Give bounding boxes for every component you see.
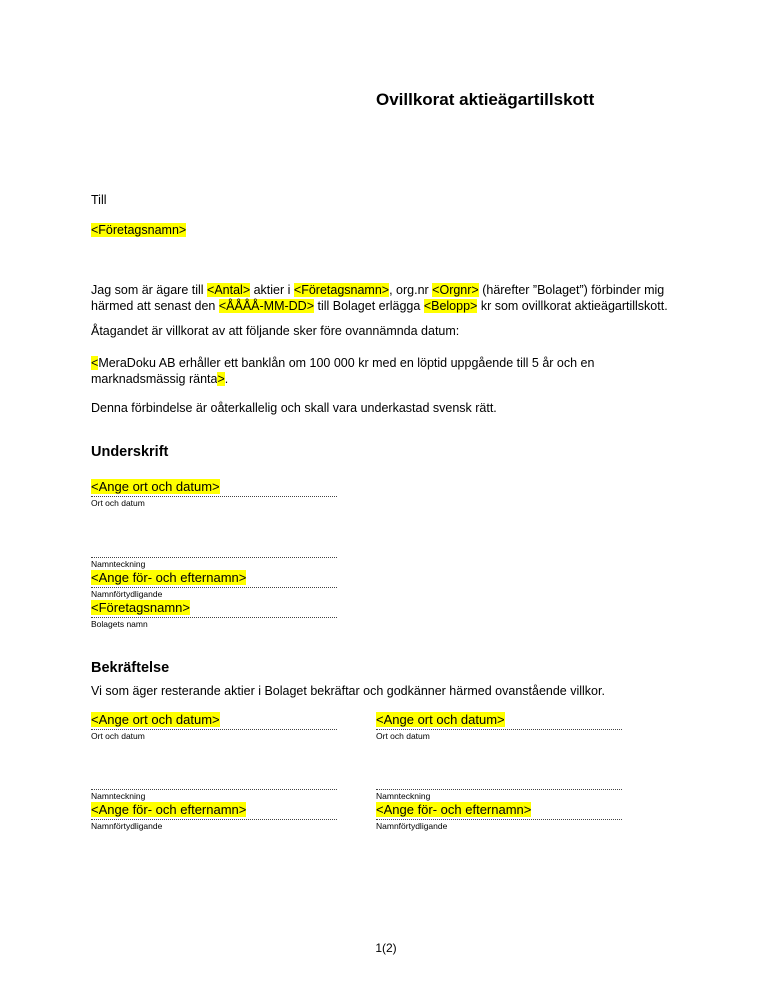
document-title: Ovillkorat aktieägartillskott	[376, 90, 595, 109]
name-caption: Namnförtydligande	[91, 821, 163, 831]
orgnr-placeholder: <Orgnr>	[432, 283, 479, 297]
company-placeholder: <Företagsnamn>	[91, 223, 187, 237]
confirmation-text: Vi som äger resterande aktier i Bolaget bekräftar och godkänner härmed ovanstående villkor.	[91, 684, 605, 698]
bracket-open: <	[91, 356, 99, 370]
signature-line	[91, 496, 337, 497]
signature-name-field[interactable]	[91, 570, 337, 604]
signature-heading: Underskrift	[91, 444, 169, 460]
signature-line	[91, 729, 337, 730]
text: aktier i	[250, 283, 294, 297]
signature-place-date-field[interactable]	[91, 479, 337, 513]
place-date-caption: Ort och datum	[91, 498, 145, 508]
sign-caption: Namnteckning	[91, 559, 146, 569]
signature-line	[376, 789, 622, 790]
amount-placeholder: <Belopp>	[423, 299, 478, 313]
sign-caption: Namnteckning	[91, 791, 146, 801]
signature-line	[376, 729, 622, 730]
company-value[interactable]: <Företagsnamn>	[91, 600, 191, 615]
confirmation-name-field-left[interactable]	[91, 802, 337, 836]
confirmation-name-field-right[interactable]	[376, 802, 622, 836]
text: kr som ovillkorat aktieägartillskott.	[477, 299, 668, 313]
signature-sign-field[interactable]	[91, 540, 337, 574]
text: (härefter ”Bolaget”) förbinder mig	[478, 283, 665, 297]
text: Jag som är ägare till	[91, 283, 208, 297]
name-caption: Namnförtydligande	[91, 589, 163, 599]
name-value[interactable]: <Ange för- och efternamn>	[376, 802, 532, 817]
date-placeholder: <ÅÅÅÅ-MM-DD>	[218, 299, 315, 313]
paragraph-irrevocable: Denna förbindelse är oåterkallelig och skall vara underkastad svensk rätt.	[91, 401, 497, 415]
signature-line	[91, 587, 337, 588]
place-date-caption: Ort och datum	[376, 731, 430, 741]
place-date-value[interactable]: <Ange ort och datum>	[91, 712, 220, 727]
confirmation-sign-field-right[interactable]	[376, 772, 622, 806]
name-value[interactable]: <Ange för- och efternamn>	[91, 802, 247, 817]
signature-line	[91, 617, 337, 618]
bracket-close: >	[217, 372, 225, 386]
signature-line	[376, 819, 622, 820]
name-value[interactable]: <Ange för- och efternamn>	[91, 570, 247, 585]
signature-company-field[interactable]	[91, 600, 337, 634]
confirmation-heading: Bekräftelse	[91, 660, 170, 676]
signature-line	[91, 819, 337, 820]
page-number: 1(2)	[375, 941, 397, 955]
paragraph-commitment	[91, 282, 668, 314]
text: MeraDoku AB erhåller ett banklån om 100 000 kr med en löptid uppgående till 5 år och en	[98, 356, 595, 370]
place-date-caption: Ort och datum	[91, 731, 145, 741]
confirmation-sign-field-left[interactable]	[91, 772, 337, 806]
signature-line	[91, 789, 337, 790]
to-label: Till	[91, 193, 107, 207]
place-date-value[interactable]: <Ange ort och datum>	[91, 479, 220, 494]
paragraph-condition	[91, 355, 594, 387]
text: härmed att senast den	[91, 299, 219, 313]
confirmation-place-date-field-left[interactable]	[91, 712, 337, 746]
recipient-company	[91, 222, 186, 238]
sign-caption: Namnteckning	[376, 791, 431, 801]
confirmation-place-date-field-right[interactable]	[376, 712, 622, 746]
text: .	[224, 372, 229, 386]
signature-line	[91, 557, 337, 558]
antal-placeholder: <Antal>	[207, 283, 251, 297]
company-placeholder: <Företagsnamn>	[293, 283, 390, 297]
company-caption: Bolagets namn	[91, 619, 148, 629]
text: marknadsmässig ränta	[91, 372, 218, 386]
name-caption: Namnförtydligande	[376, 821, 448, 831]
place-date-value[interactable]: <Ange ort och datum>	[376, 712, 505, 727]
text: , org.nr	[389, 283, 433, 297]
paragraph-condition-intro: Åtagandet är villkorat av att följande sker före ovannämnda datum:	[91, 324, 460, 338]
text: till Bolaget erlägga	[314, 299, 424, 313]
